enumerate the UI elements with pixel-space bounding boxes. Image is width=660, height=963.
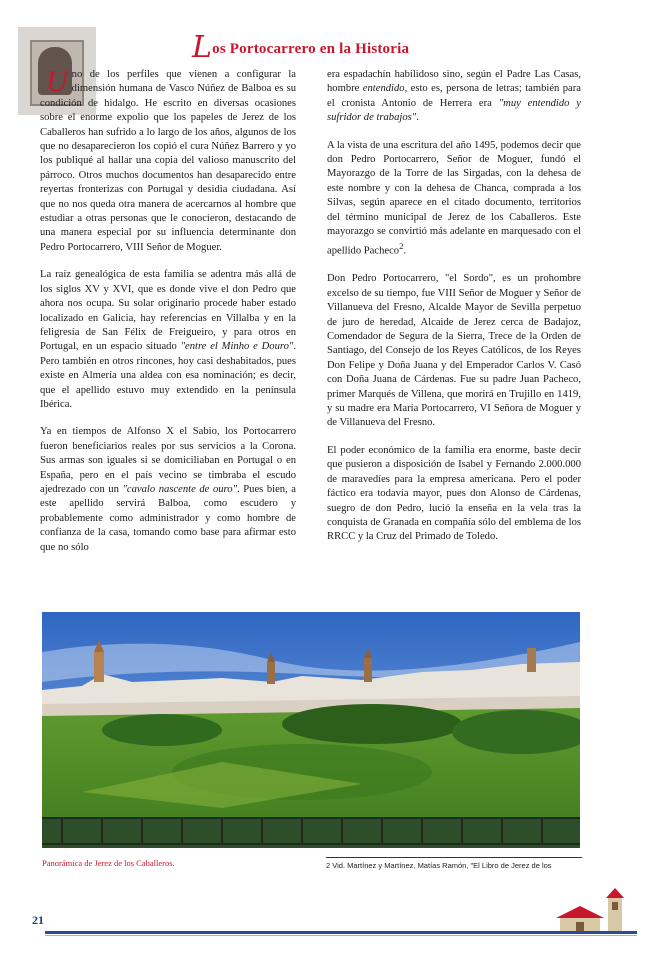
paragraph-text: era espadachín habilidoso sino, según el Padre Las Casas, hombre: [327, 69, 581, 95]
title-text: os Portocarrero en la Historia: [212, 41, 410, 57]
paragraph-text: , esto es, persona de letras; también para el cronista Antonio de Herrera era: [327, 83, 581, 109]
left-column: [40, 65, 297, 568]
paragraph: [327, 272, 581, 430]
footer-rule-thin: [45, 935, 637, 936]
right-column: [327, 68, 581, 558]
paragraph-text: .: [416, 112, 419, 124]
church-footer-icon: [552, 888, 632, 934]
footnote-divider: [326, 857, 582, 858]
quoted-phrase: "muy entendido y sufridor de trabajos": [327, 97, 582, 124]
paragraph-text: Don Pedro Portocarrero, "el Sordo", es un prohombre excelso de su tiempo, fue VIII Señor de Moguer y Señor de Villanueva del Fresno, Alcalde Mayor de Sevilla perpetuo de juro de heredad, Alcaide de Jerez cerca de Badajoz, Comendador de Segura de la Sierra, Trece de la Orden de Santiago, del Consejo de los Reyes Católicos, de los Reyes Don Felipe y Doña Juana y del Emperador Carlos V. Casó con Doña Juana de Cárdenas. Fue su padre Juan Pacheco, primer Marqués de Villena, que morirá en Trujillo en 1419, y su madre era María Portocarrero, VI Señora de Moguer y de Villanueva del Fresno.: [327, 273, 581, 429]
footnote: 2 Vid. Martínez y Martínez, Matías Ramón, "El Libro de Jerez de los: [326, 861, 552, 870]
paragraph-text: .: [403, 246, 407, 257]
footer-rule: [45, 931, 637, 934]
paragraph: [40, 425, 296, 555]
paragraph: [40, 268, 296, 412]
paragraph-text: Ya en tiempos de Alfonso X el Sabio, los Portocarrero fueron beneficiarios reales por sus servicios a la Corona. Sus armas son iguales si se domiciliaban en Portugal o en España, pero en el país vecino se timbraba el escudo ajedrezado con un: [40, 426, 296, 495]
church-tower: [364, 658, 372, 682]
tree-cluster: [102, 714, 222, 746]
panorama-illustration: [42, 612, 580, 848]
paragraph: [327, 444, 581, 545]
paragraph: [40, 65, 296, 255]
panorama-photo: [42, 612, 580, 848]
drop-cap: U: [46, 65, 68, 98]
photo-caption: Panorámica de Jerez de los Caballeros.: [42, 858, 175, 868]
paragraph-text: . Pero también en otros rincones, hoy casi deshabitados, pues existe en Almería una aldea con esa nominación; es decir, que el apellido estuvo muy extendido en la península Ibérica.: [40, 341, 297, 410]
page-title: [192, 30, 492, 65]
quoted-phrase: "cavalo nascente de ouro": [122, 483, 238, 495]
church-tower: [527, 648, 536, 672]
emphasized-word: entendido: [362, 83, 405, 95]
title-initial: L: [192, 30, 213, 65]
church-tower: [94, 652, 104, 682]
paragraph-text: no de los perfiles que vienen a configurar la dimensión humana de Vasco Núñez de Balboa es su condición de hidalgo. He escrito en diversas ocasiones sobre el enorme expolio que los papeles de Jerez de los Caballeros han sufrido a lo largo de los años, algunos de los que no desaparecieron los copió el cura Núñez Barrero y yo los publiqué al hallar una copia del valioso manuscrito del párroco. Otros muchos documentos han desaparecido entre reyertas fronterizas con Portugal y desidia ciudadana. Así que no nos queda otra manera de acercarnos al hombre que estudiar a otras personas que le conocieron, destacando de una manera especial por su influencia determinante don Pedro Portocarrero, VIII Señor de Moguer.: [40, 69, 296, 253]
page-number: 21: [32, 913, 44, 927]
church-tower: [267, 662, 275, 684]
paragraph-text: El poder económico de la familia era enorme, baste decir que pusieron a disposición de Isabel y Fernando 2.000.000 de maravedíes para la empresa americana. Pero el poder fáctico era todavía mayor, pues don Alonso de Cárdenas, suegro de don Pedro, lució la enseña en la vela tras la conquista de Granada en compañía sólo del emblema de los RRCC y la Cruz del Primado de Toledo.: [327, 444, 581, 543]
paragraph: [327, 68, 581, 126]
paragraph-text: A la vista de una escritura del año 1495, podemos decir que don Pedro Portocarrero, Señor de Moguer, fundó el Mayorazgo de la Torre de las Sirgadas, con la dehesa de este nombre y con la dehesa de Chanca, comprada a los Silvas, según aparece en el citado documento, territorios del término municipal de Jerez de los Caballeros. Este mayorazgo se convirtió más adelante en marquesado con el apellido Pacheco: [327, 139, 581, 257]
paragraph-text: . Pues bien, a este apellido servirá Balboa, como escudero y probablemente como administrador y como hombre de confianza de la casa, tomando como base para afirmar esto que no sólo: [40, 483, 296, 553]
paragraph: [327, 139, 581, 260]
quoted-phrase: "entre el Minho e Douro": [180, 341, 294, 353]
paragraph-text: La raíz genealógica de esta familia se adentra más allá de los siglos XV y XVI, que es donde vive el don Pedro que ahora nos ocupa. Su solar originario procede haber estado localizado en Galicia, hay referencias en Villalba y en la feligresía de San Félix de Freigueiro, y para otros en Portugal, en un espacio situado: [40, 269, 296, 353]
tree-cluster: [282, 704, 462, 744]
footnote-reference[interactable]: 2: [399, 241, 404, 252]
